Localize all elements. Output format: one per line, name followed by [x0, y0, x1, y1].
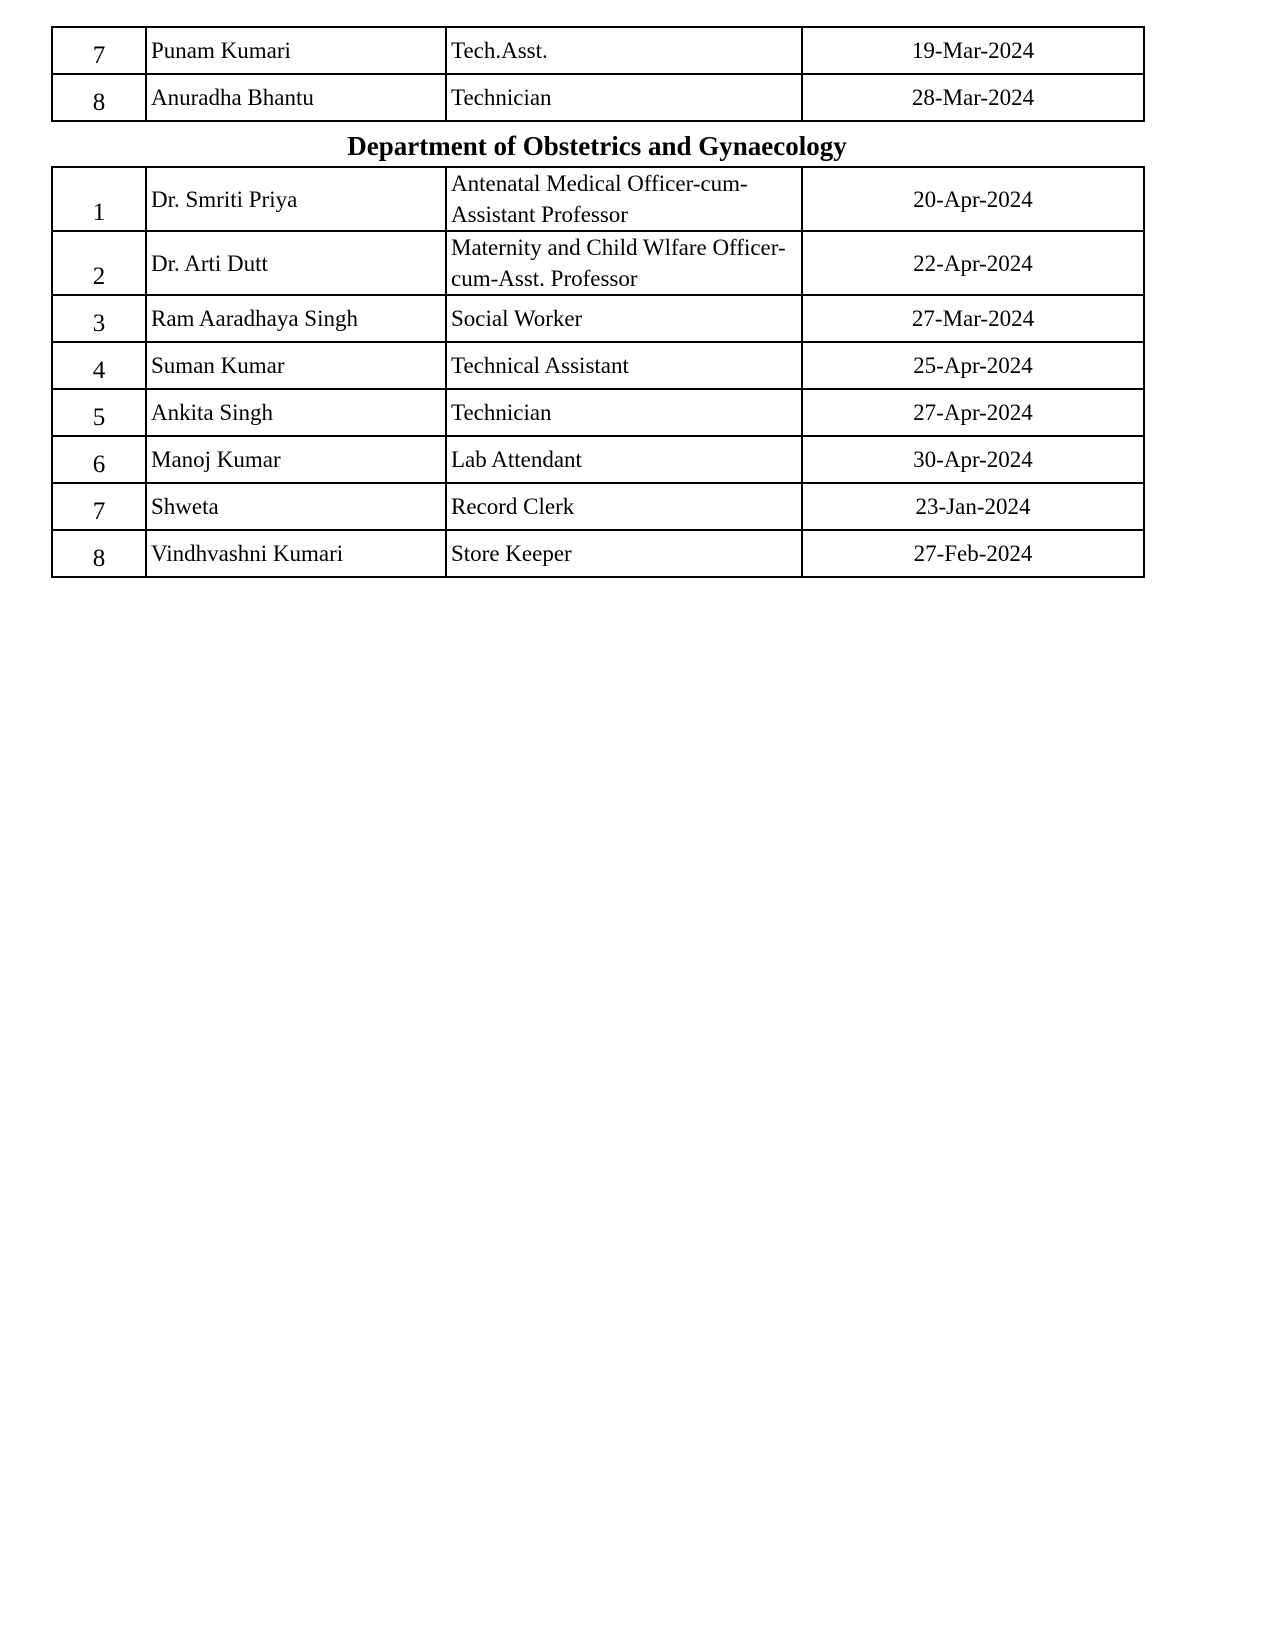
staff-name: Ram Aaradhaya Singh — [146, 295, 446, 342]
designation: Technician — [446, 74, 802, 121]
table-row — [52, 27, 1144, 74]
staff-name: Ankita Singh — [146, 389, 446, 436]
date: 27-Feb-2024 — [802, 530, 1144, 577]
staff-table-obstetrics — [51, 166, 1145, 578]
designation — [446, 231, 802, 295]
serial-number: 4 — [52, 342, 146, 389]
designation: Tech.Asst. — [446, 27, 802, 74]
designation — [446, 167, 802, 231]
staff-table-top — [51, 26, 1145, 122]
serial-number: 1 — [52, 167, 146, 231]
serial-number: 7 — [52, 27, 146, 74]
designation: Technician — [446, 389, 802, 436]
serial-number: 5 — [52, 389, 146, 436]
date: 20-Apr-2024 — [802, 167, 1144, 231]
staff-name: Suman Kumar — [146, 342, 446, 389]
serial-number: 2 — [52, 231, 146, 295]
designation-line: Assistant Professor — [451, 202, 628, 227]
designation-line: Maternity and Child Wlfare Officer- — [451, 235, 786, 260]
table-row — [52, 167, 1144, 231]
staff-name: Manoj Kumar — [146, 436, 446, 483]
date: 30-Apr-2024 — [802, 436, 1144, 483]
staff-name: Anuradha Bhantu — [146, 74, 446, 121]
date: 25-Apr-2024 — [802, 342, 1144, 389]
table-row — [52, 483, 1144, 530]
staff-name: Dr. Smriti Priya — [146, 167, 446, 231]
designation: Social Worker — [446, 295, 802, 342]
table-row — [52, 389, 1144, 436]
designation: Record Clerk — [446, 483, 802, 530]
table-row — [52, 231, 1144, 295]
staff-name: Dr. Arti Dutt — [146, 231, 446, 295]
department-heading: Department of Obstetrics and Gynaecology — [347, 131, 847, 161]
table-row — [52, 530, 1144, 577]
table-row — [52, 74, 1144, 121]
table-row — [52, 295, 1144, 342]
table-row — [52, 342, 1144, 389]
designation-line: cum-Asst. Professor — [451, 266, 638, 291]
staff-name: Vindhvashni Kumari — [146, 530, 446, 577]
serial-number: 6 — [52, 436, 146, 483]
serial-number: 3 — [52, 295, 146, 342]
designation-line: Antenatal Medical Officer-cum- — [451, 171, 748, 196]
designation: Store Keeper — [446, 530, 802, 577]
date: 27-Mar-2024 — [802, 295, 1144, 342]
date: 22-Apr-2024 — [802, 231, 1144, 295]
serial-number: 8 — [52, 530, 146, 577]
date: 19-Mar-2024 — [802, 27, 1144, 74]
serial-number: 8 — [52, 74, 146, 121]
staff-name: Shweta — [146, 483, 446, 530]
staff-name: Punam Kumari — [146, 27, 446, 74]
date: 28-Mar-2024 — [802, 74, 1144, 121]
date: 23-Jan-2024 — [802, 483, 1144, 530]
serial-number: 7 — [52, 483, 146, 530]
designation: Technical Assistant — [446, 342, 802, 389]
date: 27-Apr-2024 — [802, 389, 1144, 436]
designation: Lab Attendant — [446, 436, 802, 483]
table-row — [52, 436, 1144, 483]
